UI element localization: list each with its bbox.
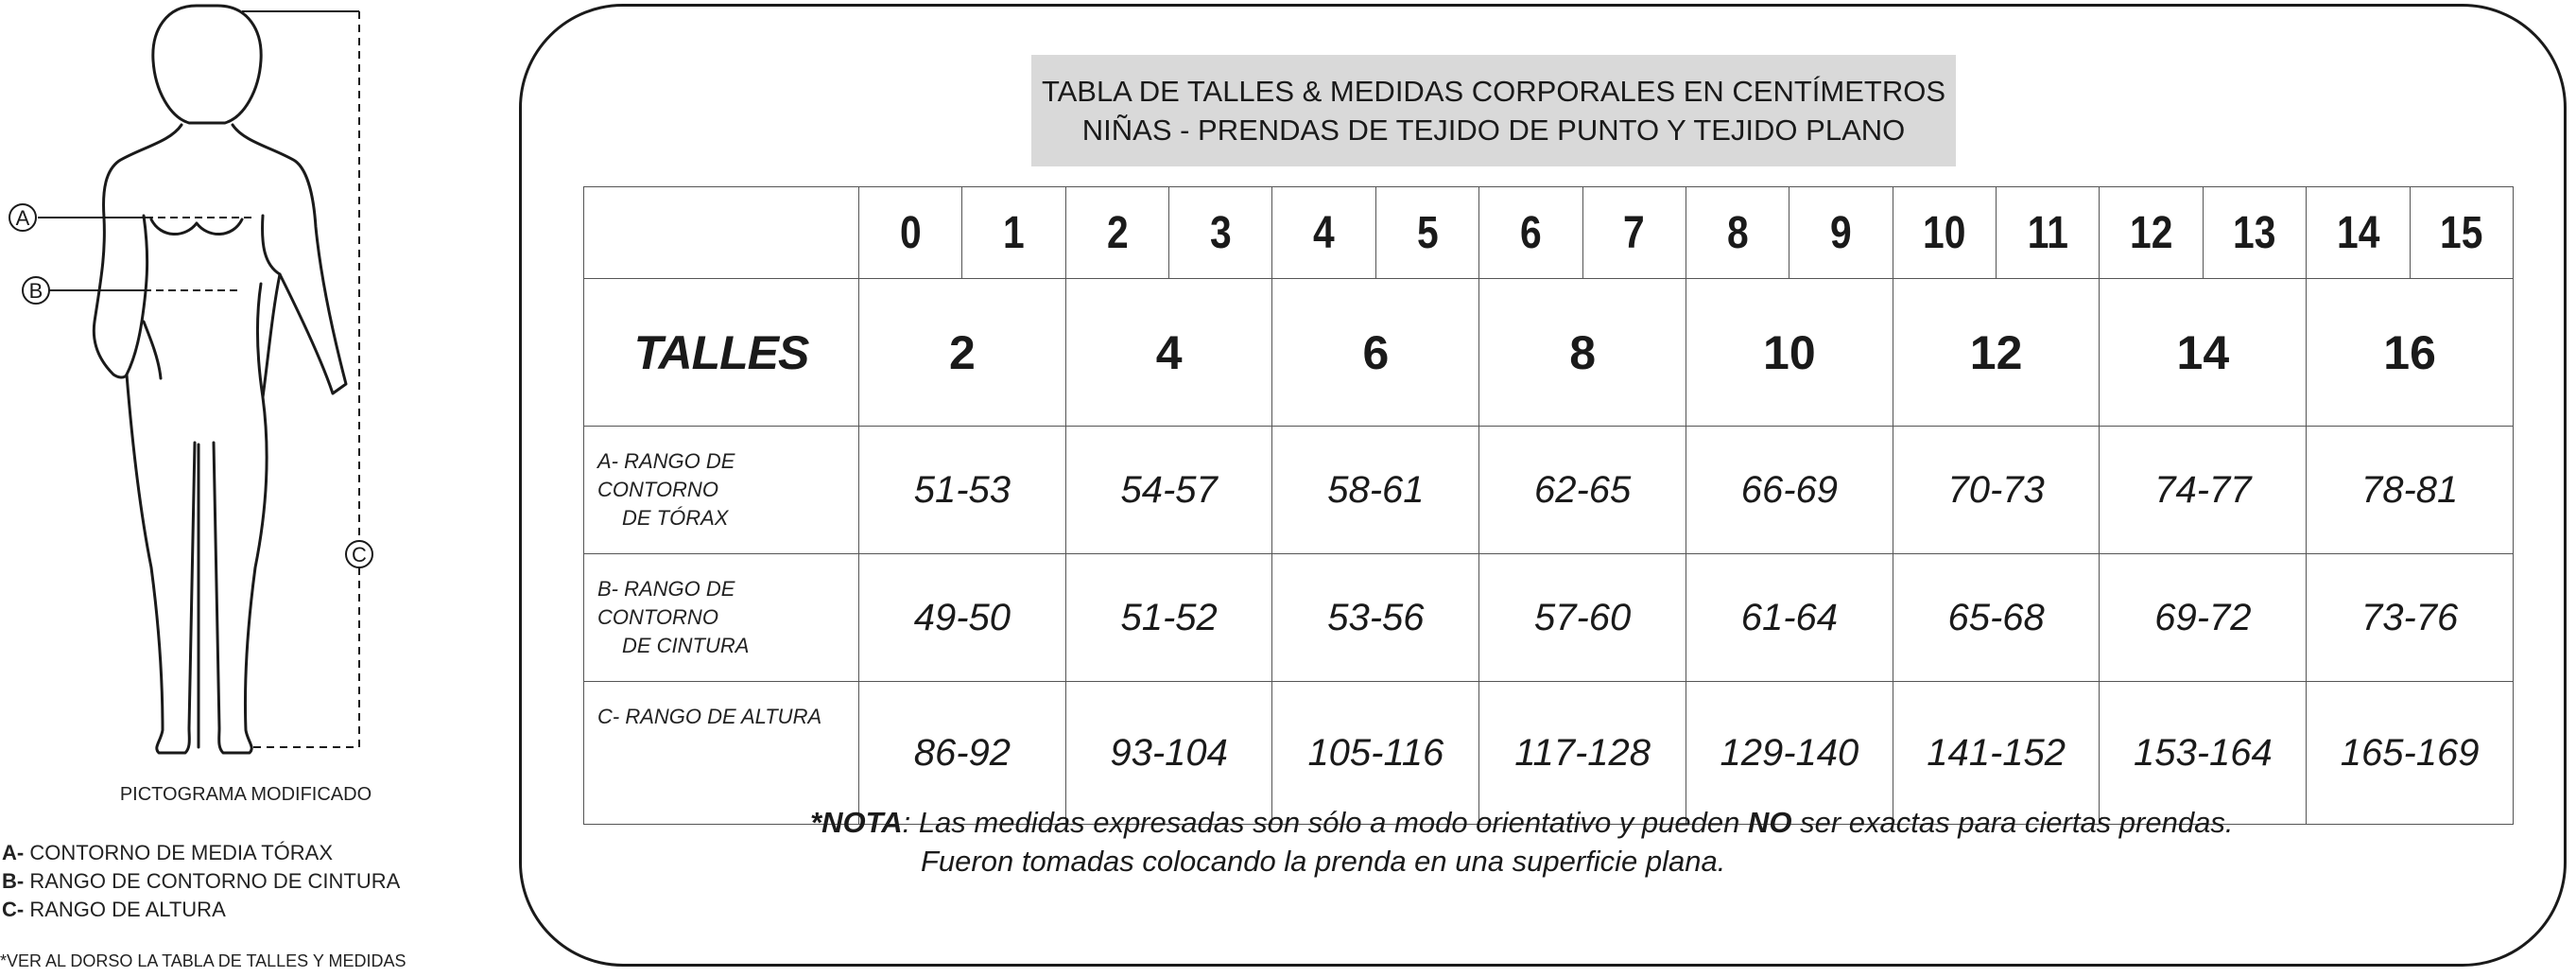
row-label-line: DE CINTURA — [622, 634, 750, 657]
talles-label: TALLES — [584, 279, 859, 427]
legend-item-b — [2, 867, 400, 896]
measure-cell: 74-77 — [2100, 427, 2307, 554]
talle-cell: 12 — [1893, 279, 2100, 427]
nota-line1 — [810, 803, 2233, 842]
measure-cell: 70-73 — [1893, 427, 2100, 554]
measure-cell: 66-69 — [1686, 427, 1893, 554]
body-pictogram — [0, 0, 492, 776]
age-row — [584, 187, 2514, 279]
marker-c-label: C — [352, 543, 367, 567]
measure-cell: 165-169 — [2307, 682, 2514, 825]
talle-cell: 16 — [2307, 279, 2514, 427]
measure-cell: 93-104 — [1065, 682, 1272, 825]
empty-header-cell — [584, 187, 859, 279]
age-cell: 5 — [1375, 187, 1478, 279]
age-cell: 13 — [2203, 187, 2306, 279]
legend-text: RANGO DE CONTORNO DE CINTURA — [24, 869, 401, 893]
age-cell: 12 — [2100, 187, 2203, 279]
talle-row — [584, 279, 2514, 427]
cintura-row — [584, 554, 2514, 682]
chart-title-line1: TABLA DE TALLES & MEDIDAS CORPORALES EN CENTÍMETROS — [1041, 75, 1946, 108]
age-cell: 6 — [1479, 187, 1582, 279]
measure-cell: 86-92 — [858, 682, 1065, 825]
measure-cell: 61-64 — [1686, 554, 1893, 682]
legend-item-c — [2, 896, 400, 924]
measure-cell: 105-116 — [1272, 682, 1479, 825]
talle-cell: 4 — [1065, 279, 1272, 427]
legend-key: A- — [2, 841, 25, 864]
cintura-row-label — [584, 554, 859, 682]
talle-cell: 6 — [1272, 279, 1479, 427]
row-label-line: C- RANGO DE ALTURA — [597, 705, 822, 728]
measure-cell: 54-57 — [1065, 427, 1272, 554]
nota-line2: Fueron tomadas colocando la prenda en una superficie plana. — [921, 845, 1726, 878]
measure-cell: 153-164 — [2100, 682, 2307, 825]
age-cell: 14 — [2307, 187, 2410, 279]
measure-cell: 141-152 — [1893, 682, 2100, 825]
pictogram-caption: PICTOGRAMA MODIFICADO — [119, 784, 372, 805]
measure-cell: 53-56 — [1272, 554, 1479, 682]
chart-title — [1031, 55, 1956, 166]
row-label-line: A- RANGO DE CONTORNO — [597, 449, 735, 501]
age-cell: 11 — [1997, 187, 2100, 279]
age-cell: 4 — [1272, 187, 1375, 279]
measure-cell: 78-81 — [2307, 427, 2514, 554]
pictogram-bust — [151, 219, 242, 235]
pictogram-arm-right-inner — [263, 216, 280, 274]
pictogram-legend — [2, 839, 400, 924]
legend-key: C- — [2, 898, 25, 921]
pictogram-head — [153, 6, 261, 123]
chart-title-line2: NIÑAS - PRENDAS DE TEJIDO DE PUNTO Y TEJIDO PLANO — [1081, 113, 1906, 147]
back-table-footnote: *VER AL DORSO LA TABLA DE TALLES Y MEDIDAS — [0, 951, 406, 970]
age-cell: 3 — [1169, 187, 1272, 279]
row-label-line: B- RANGO DE CONTORNO — [597, 577, 735, 629]
nota-key: *NOTA — [810, 806, 903, 839]
age-cell: 8 — [1686, 187, 1789, 279]
legend-text: RANGO DE ALTURA — [24, 898, 226, 921]
legend-key: B- — [2, 869, 25, 893]
legend-text: CONTORNO DE MEDIA TÓRAX — [24, 841, 334, 864]
age-cell: 9 — [1789, 187, 1893, 279]
talle-cell: 8 — [1479, 279, 1686, 427]
measure-cell: 73-76 — [2307, 554, 2514, 682]
measure-cell: 57-60 — [1479, 554, 1686, 682]
age-cell: 0 — [858, 187, 961, 279]
age-cell: 1 — [962, 187, 1065, 279]
talle-cell: 14 — [2100, 279, 2307, 427]
measure-cell: 49-50 — [858, 554, 1065, 682]
row-label-line: DE TÓRAX — [622, 506, 729, 530]
age-cell: 7 — [1582, 187, 1686, 279]
measure-cell: 129-140 — [1686, 682, 1893, 825]
measure-cell: 51-52 — [1065, 554, 1272, 682]
measure-cell: 117-128 — [1479, 682, 1686, 825]
talle-cell: 10 — [1686, 279, 1893, 427]
measure-cell: 65-68 — [1893, 554, 2100, 682]
nota-block — [810, 803, 2233, 881]
nota-text-end: ser exactas para ciertas prendas. — [1791, 806, 2234, 839]
age-cell: 15 — [2410, 187, 2513, 279]
size-table — [583, 186, 2514, 825]
age-cell: 2 — [1065, 187, 1168, 279]
nota-bold-word: NO — [1747, 806, 1792, 839]
pictogram-arm-left-inner — [127, 216, 147, 375]
pictogram-body-right — [214, 125, 346, 753]
pictogram-waist-curve — [144, 284, 263, 397]
legend-item-a — [2, 839, 400, 867]
age-cell: 10 — [1893, 187, 1996, 279]
marker-b-label: B — [28, 279, 43, 303]
torax-row — [584, 427, 2514, 554]
measure-cell: 51-53 — [858, 427, 1065, 554]
marker-a-label: A — [15, 206, 30, 230]
torax-row-label — [584, 427, 859, 554]
talle-cell: 2 — [858, 279, 1065, 427]
measure-cell: 69-72 — [2100, 554, 2307, 682]
nota-text: : Las medidas expresadas son sólo a modo orientativo y pueden — [902, 806, 1748, 839]
measure-cell: 62-65 — [1479, 427, 1686, 554]
measure-cell: 58-61 — [1272, 427, 1479, 554]
